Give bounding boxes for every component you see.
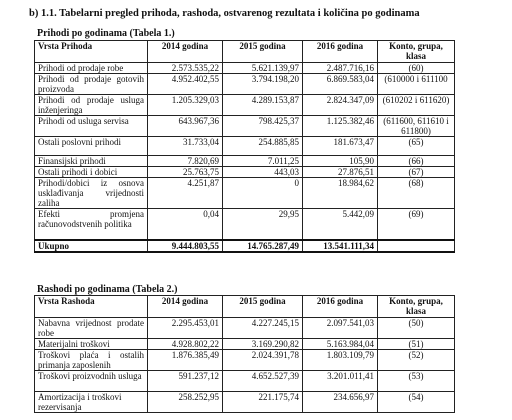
table-row (35, 167, 455, 178)
table-row (35, 371, 455, 392)
value-2014: 591.237,12 (148, 371, 223, 392)
konto-cell: (69) (378, 209, 455, 240)
value-2016: 234.656,97 (303, 392, 378, 413)
konto-cell: (68) (378, 178, 455, 209)
column-header: Vrsta Prihoda (35, 41, 148, 63)
table-row (35, 392, 455, 413)
row-label: Materijalni troškovi (35, 339, 148, 350)
value-2014: 258.252,95 (148, 392, 223, 413)
column-header: Konto, grupa, klasa (378, 41, 455, 63)
value-2014: 25.763,75 (148, 167, 223, 178)
value-2016: 1.125.382,46 (303, 116, 378, 137)
value-2016: 105,90 (303, 156, 378, 167)
value-2016: 27.876,51 (303, 167, 378, 178)
prihodi-table (34, 40, 455, 253)
row-label: Ostali prihodi i dobici (35, 167, 148, 178)
value-2016: 2.097.541,03 (303, 318, 378, 339)
konto-cell: (53) (378, 371, 455, 392)
konto-cell: (60) (378, 63, 455, 74)
value-2014: 2.573.535,22 (148, 63, 223, 74)
table-row (35, 95, 455, 116)
value-2014: 7.820,69 (148, 156, 223, 167)
value-2014: 4.952.402,55 (148, 74, 223, 95)
total-row (35, 240, 455, 252)
table-row (35, 350, 455, 371)
value-2014: 4.928.802,22 (148, 339, 223, 350)
column-header: 2014 godina (148, 296, 223, 318)
konto-cell: (65) (378, 137, 455, 156)
value-2014: 0,04 (148, 209, 223, 240)
column-header: 2016 godina (303, 41, 378, 63)
table-row (35, 116, 455, 137)
total-label: Ukupno (35, 240, 148, 252)
row-label: Troškovi plaća i ostalih primanja zaposlenih (35, 350, 148, 371)
konto-cell: (66) (378, 156, 455, 167)
konto-cell: (54) (378, 392, 455, 413)
row-label: Efekti promjena računovodstvenih politika (35, 209, 148, 240)
value-2015: 5.621.139,97 (223, 63, 303, 74)
table-header-row (35, 296, 455, 318)
table-row (35, 63, 455, 74)
value-2014: 1.876.385,49 (148, 350, 223, 371)
row-label: Troškovi proizvodnih usluga (35, 371, 148, 392)
row-label: Prihodi/dobici iz osnova usklađivanja vrijednosti zaliha (35, 178, 148, 209)
table-row (35, 209, 455, 240)
column-header: 2015 godina (223, 41, 303, 63)
row-label: Ostali poslovni prihodi (35, 137, 148, 156)
konto-cell: (610202 i 611620) (378, 95, 455, 116)
row-label: Nabavna vrijednost prodate robe (35, 318, 148, 339)
total-2016: 13.541.111,34 (303, 240, 378, 252)
row-label: Prihodi od usluga servisa (35, 116, 148, 137)
total-konto (378, 240, 455, 252)
table-row (35, 137, 455, 156)
value-2015: 0 (223, 178, 303, 209)
row-label: Finansijski prihodi (35, 156, 148, 167)
konto-cell: (611600, 611610 i 611800) (378, 116, 455, 137)
value-2016: 5.163.984,04 (303, 339, 378, 350)
value-2015: 4.652.527,39 (223, 371, 303, 392)
konto-cell: (52) (378, 350, 455, 371)
column-header: Vrsta Rashoda (35, 296, 148, 318)
value-2016: 181.673,47 (303, 137, 378, 156)
table2-caption: Rashodi po godinama (Tabela 2.) (37, 284, 178, 295)
konto-cell: (50) (378, 318, 455, 339)
table-row (35, 339, 455, 350)
value-2014: 1.205.329,03 (148, 95, 223, 116)
value-2015: 4.289.153,87 (223, 95, 303, 116)
value-2014: 643.967,36 (148, 116, 223, 137)
value-2016: 5.442,09 (303, 209, 378, 240)
value-2015: 7.011,25 (223, 156, 303, 167)
value-2015: 3.794.198,20 (223, 74, 303, 95)
column-header: Konto, grupa, klasa (378, 296, 455, 318)
value-2016: 1.803.109,79 (303, 350, 378, 371)
total-2015: 14.765.287,49 (223, 240, 303, 252)
value-2015: 2.024.391,78 (223, 350, 303, 371)
value-2015: 254.885,85 (223, 137, 303, 156)
column-header: 2014 godina (148, 41, 223, 63)
table1-caption: Prihodi po godinama (Tabela 1.) (37, 28, 175, 39)
section-heading: b) 1.1. Tabelarni pregled prihoda, rashoda, ostvarenog rezultata i količina po godinama (29, 8, 420, 19)
value-2016: 3.201.011,41 (303, 371, 378, 392)
column-header: 2015 godina (223, 296, 303, 318)
value-2014: 31.733,04 (148, 137, 223, 156)
table-row (35, 74, 455, 95)
value-2015: 443,03 (223, 167, 303, 178)
value-2015: 221.175,74 (223, 392, 303, 413)
value-2016: 2.487.716,16 (303, 63, 378, 74)
table-row (35, 178, 455, 209)
value-2014: 2.295.453,01 (148, 318, 223, 339)
konto-cell: (67) (378, 167, 455, 178)
konto-cell: (610000 i 611100 (378, 74, 455, 95)
value-2015: 29,95 (223, 209, 303, 240)
row-label: Prihodi od prodaje usluga inženjeringa (35, 95, 148, 116)
value-2016: 6.869.583,04 (303, 74, 378, 95)
column-header: 2016 godina (303, 296, 378, 318)
row-label: Prihodi od prodaje robe (35, 63, 148, 74)
table-row (35, 156, 455, 167)
value-2014: 4.251,87 (148, 178, 223, 209)
value-2016: 2.824.347,09 (303, 95, 378, 116)
konto-cell: (51) (378, 339, 455, 350)
rashodi-table (34, 295, 455, 413)
value-2015: 4.227.245,15 (223, 318, 303, 339)
row-label: Amortizacija i troškovi rezervisanja (35, 392, 148, 413)
value-2015: 3.169.290,82 (223, 339, 303, 350)
row-label: Prihodi od prodaje gotovih proizvoda (35, 74, 148, 95)
value-2015: 798.425,37 (223, 116, 303, 137)
table-header-row (35, 41, 455, 63)
total-2014: 9.444.803,55 (148, 240, 223, 252)
value-2016: 18.984,62 (303, 178, 378, 209)
table-row (35, 318, 455, 339)
